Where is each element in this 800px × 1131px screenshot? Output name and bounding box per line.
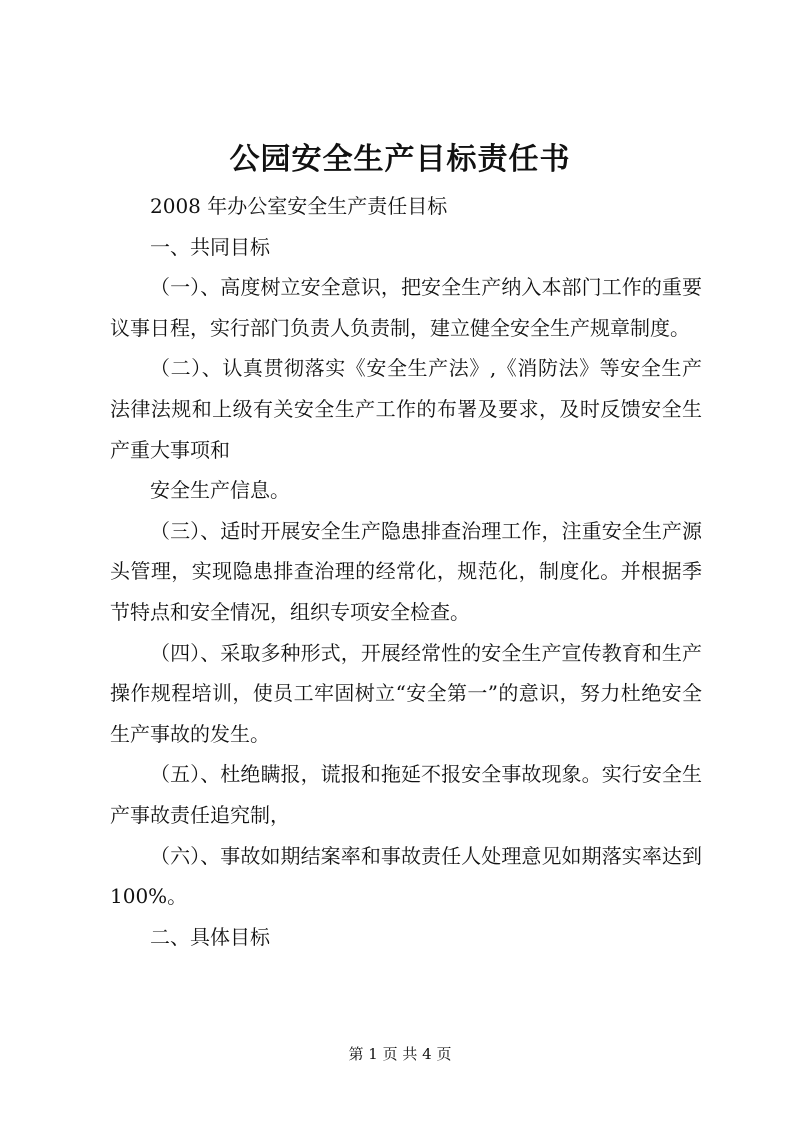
paragraph-item-2: （二）、认真贯彻落实《安全生产法》,《消防法》等安全生产法律法规和上级有关安全生产工作的布署及要求，及时反馈安全生产重大事项和: [110, 356, 702, 462]
paragraph-item-2-continued: 安全生产信息。: [150, 478, 290, 503]
section-heading-common-goals: 一、共同目标: [150, 234, 270, 259]
paragraph-item-3: （三）、适时开展安全生产隐患排查治理工作，注重安全生产源头管理，实现隐患排查治理的经常化，规范化，制度化。并根据季节特点和安全情况，组织专项安全检查。: [110, 518, 702, 624]
section-heading-specific-goals: 二、具体目标: [150, 924, 270, 949]
page-footer: 第 1 页 共 4 页: [348, 1045, 452, 1063]
paragraph-year-goal: 2008 年办公室安全生产责任目标: [150, 194, 448, 218]
document-body: [110, 186, 702, 957]
document-title: 公园安全生产目标责任书: [229, 142, 571, 177]
paragraph-item-4: （四）、采取多种形式，开展经常性的安全生产宣传教育和生产操作规程培训，使员工牢固树立“安全第一”的意识，努力杜绝安全生产事故的发生。: [110, 640, 702, 746]
paragraph-item-6: （六）、事故如期结案率和事故责任人处理意见如期落实率达到 100%。: [110, 843, 702, 909]
paragraph-item-5: （五）、杜绝瞒报，谎报和拖延不报安全事故现象。实行安全生产事故责任追究制，: [110, 762, 702, 827]
paragraph-item-1: （一）、高度树立安全意识，把安全生产纳入本部门工作的重要议事日程，实行部门负责人负责制，建立健全安全生产规章制度。: [110, 275, 702, 340]
